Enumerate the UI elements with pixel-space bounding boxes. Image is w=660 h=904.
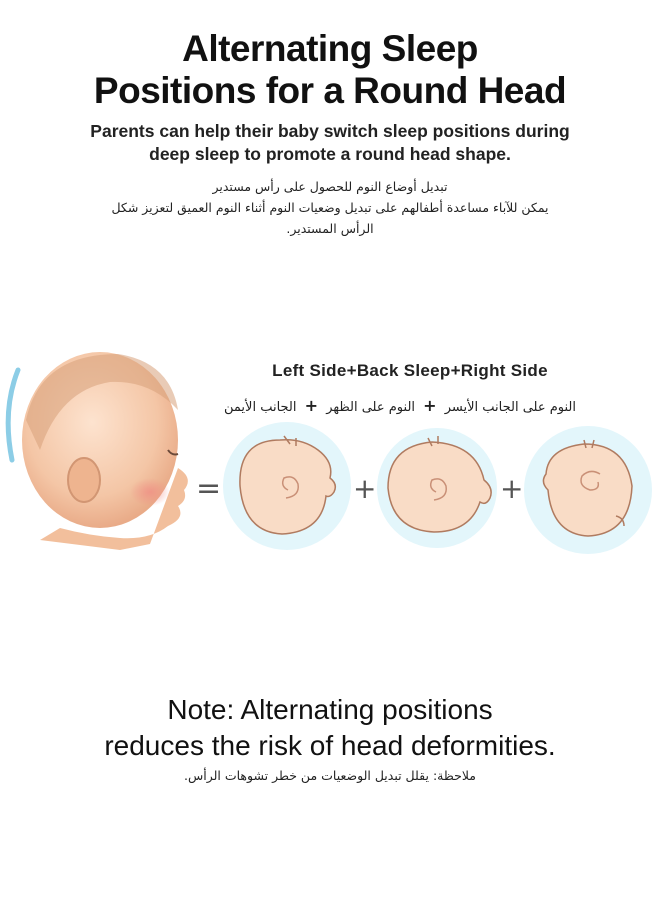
heading-ar-back: النوم على الظهر — [326, 400, 416, 415]
arabic-intro — [20, 176, 640, 239]
arabic-intro-line-2: يمكن للآباء مساعدة أطفالهم على تبديل وضعيات النوم أثناء النوم العميق لتعزيز شكل — [111, 200, 549, 215]
head-back — [377, 428, 497, 548]
arabic-intro-line-3: الرأس المستدير. — [286, 221, 374, 236]
title-line-2: Positions for a Round Head — [93, 70, 567, 111]
head-left-side — [223, 422, 351, 550]
note-arabic: ملاحظة: يقلل تبديل الوضعيات من خطر تشوهات الرأس. — [184, 768, 476, 783]
heading-ar-left: النوم على الجانب الأيسر — [444, 400, 576, 415]
subtitle — [60, 120, 600, 166]
baby-ear — [68, 458, 100, 502]
head-right-side — [524, 426, 652, 554]
heading-ar-plus-2: + — [304, 396, 319, 415]
blue-arc-icon — [8, 370, 18, 460]
note — [0, 692, 660, 764]
arabic-intro-line-1: تبديل أوضاع النوم للحصول على رأس مستدير — [212, 179, 448, 194]
heading-ar-right: الجانب الأيمن — [224, 400, 297, 415]
title-line-1: Alternating Sleep — [182, 28, 478, 69]
diagram-heading: Left Side+Back Sleep+Right Side — [272, 361, 548, 380]
plus-sign-1: + — [353, 472, 377, 505]
plus-sign-2: + — [500, 472, 524, 505]
note-line-1: Note: Alternating positions — [167, 694, 493, 725]
page-title — [0, 28, 660, 112]
sleep-diagram — [0, 340, 660, 570]
subtitle-line-2: deep sleep to promote a round head shape. — [149, 144, 511, 164]
equals-sign: = — [196, 471, 222, 506]
baby-cheek — [130, 478, 170, 506]
baby-photo — [8, 352, 188, 550]
subtitle-line-1: Parents can help their baby switch sleep positions during — [90, 121, 570, 141]
heading-ar-plus-1: + — [423, 396, 437, 415]
note-line-2: reduces the risk of head deformities. — [104, 730, 556, 761]
